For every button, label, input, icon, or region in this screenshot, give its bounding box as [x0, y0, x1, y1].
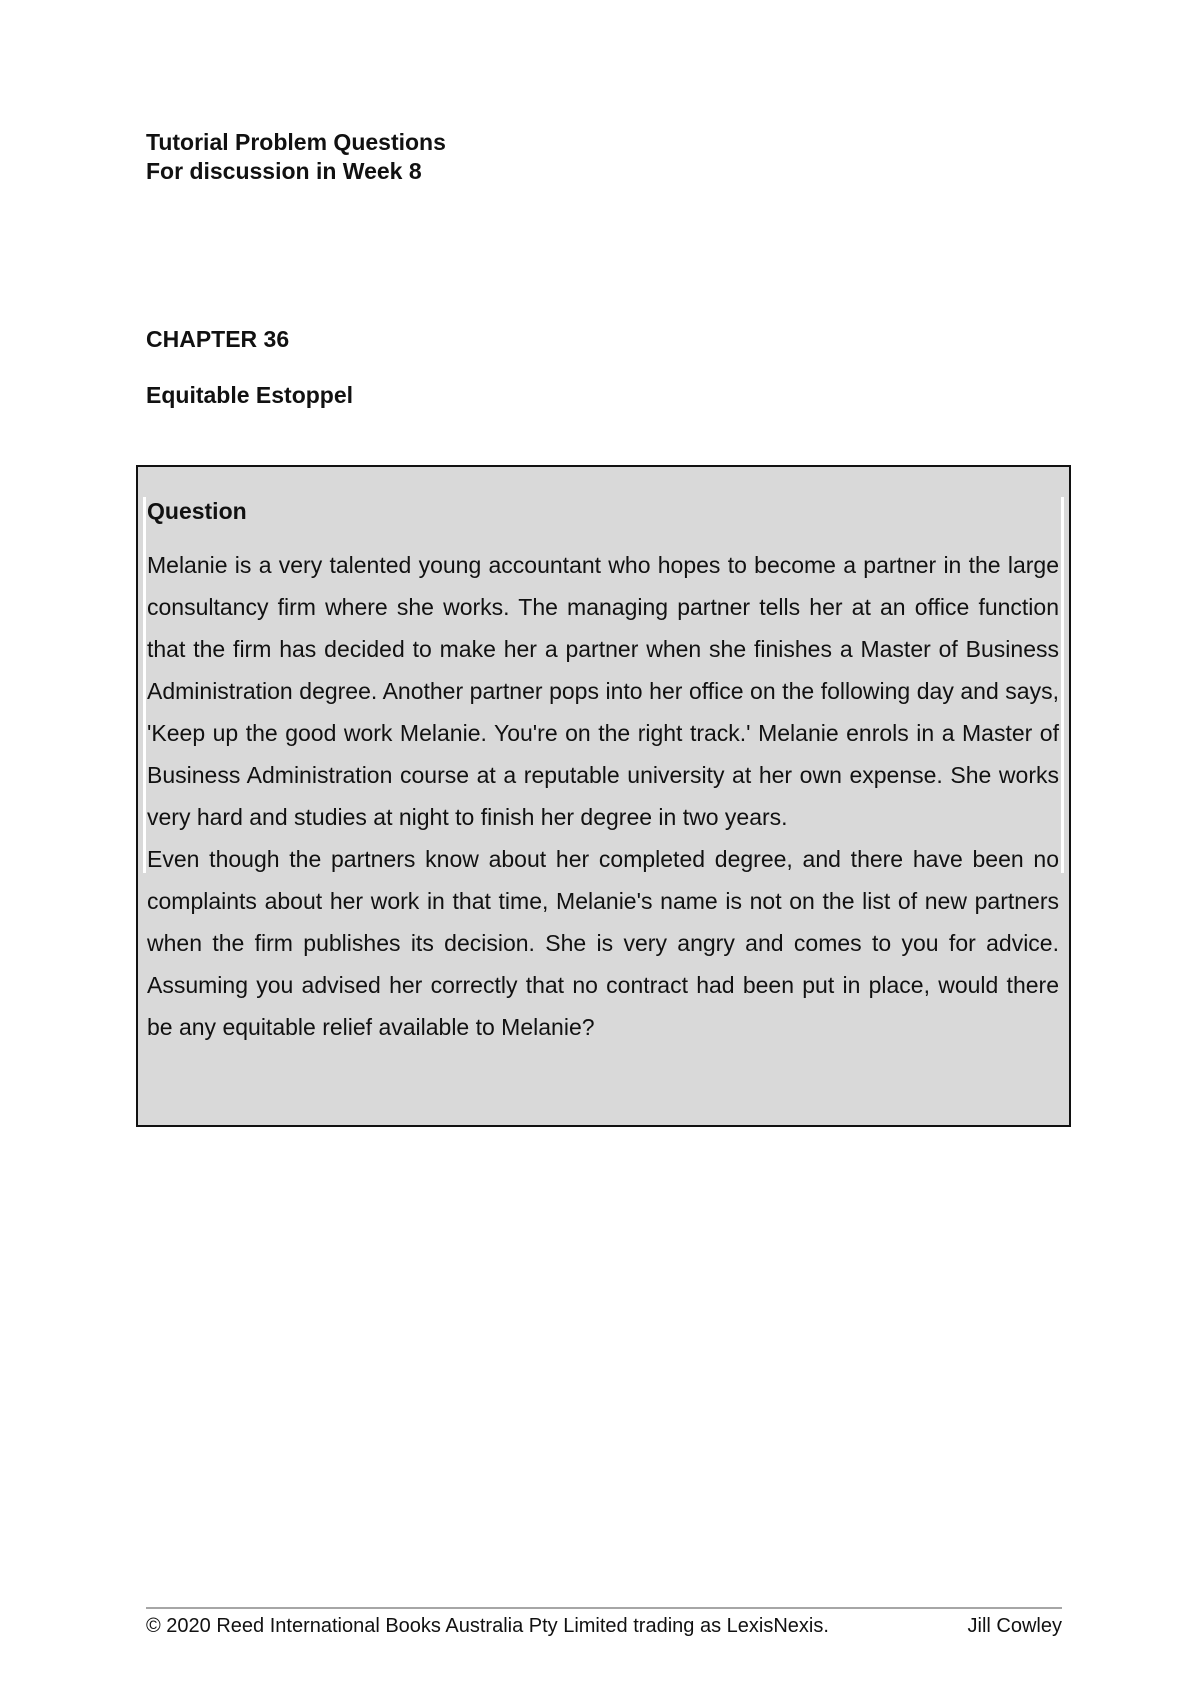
- footer-copyright: © 2020 Reed International Books Australia Pty Limited trading as LexisNexis.: [146, 1615, 829, 1637]
- page-footer: [146, 1613, 1062, 1639]
- chapter-heading: CHAPTER 36: [146, 326, 290, 352]
- document-title: Tutorial Problem Questions: [146, 129, 446, 155]
- highlight-edge-left: [143, 497, 146, 873]
- question-paragraph-1: Melanie is a very talented young accountant who hopes to become a partner in the large consultancy firm where she works. The managing partner tells her at an office function that the firm has decided to make her a partner when she finishes a Master of Business Administration degree. Another partner pops into her office on the following day and says, 'Keep up the good work Melanie. You're on the right track.' Melanie enrols in a Master of Business Administration course at a reputable university at her own expense. She works very hard and studies at night to finish her degree in two years.: [147, 552, 1059, 830]
- chapter-topic: Equitable Estoppel: [146, 382, 354, 408]
- question-content: [147, 497, 1059, 1048]
- highlight-edge-right: [1061, 497, 1064, 873]
- footer-author: Jill Cowley: [967, 1615, 1062, 1637]
- document-subtitle: For discussion in Week 8: [146, 158, 422, 184]
- footer-divider: [146, 1607, 1062, 1609]
- question-paragraph-2: Even though the partners know about her completed degree, and there have been no complaints about her work in that time, Melanie's name is not on the list of new partners when the firm publishes its decision. She is very angry and comes to you for advice. Assuming you advised her correctly that no contract had been put in place, would there be any equitable relief available to Melanie?: [147, 846, 1059, 1040]
- document-header: [146, 128, 446, 186]
- question-box: [136, 465, 1071, 1127]
- question-heading: Question: [147, 498, 247, 524]
